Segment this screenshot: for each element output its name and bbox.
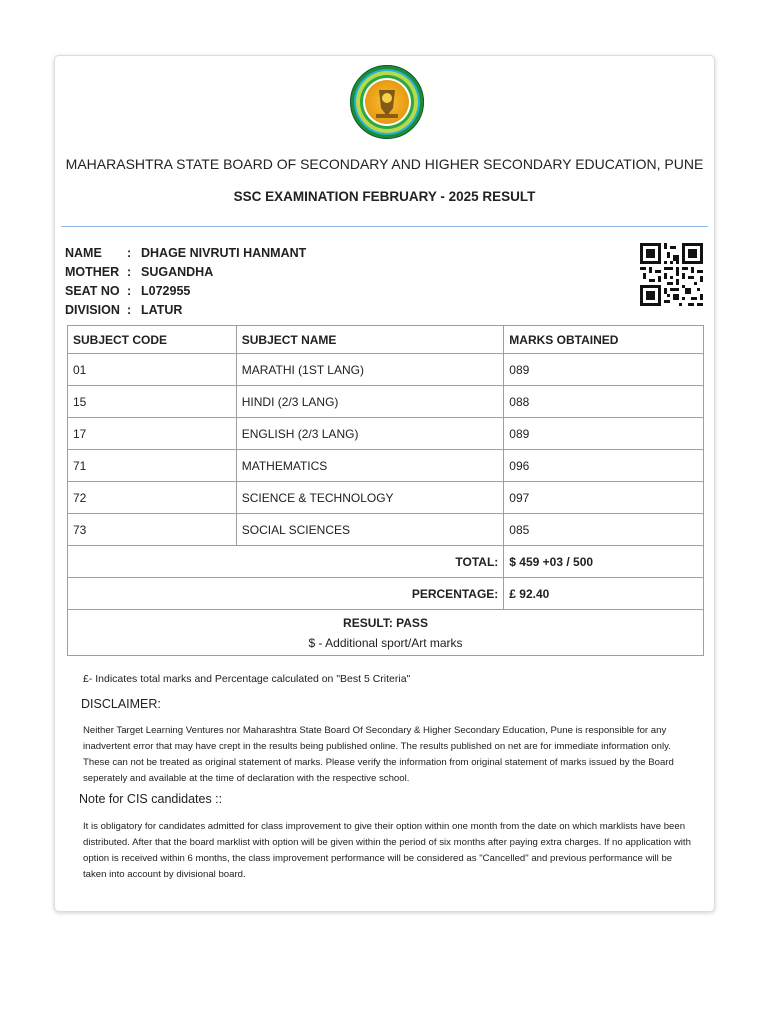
field-label: DIVISION (65, 303, 120, 317)
marks-obtained: 088 (504, 386, 704, 418)
marks-obtained: 089 (504, 354, 704, 386)
cis-heading: Note for CIS candidates :: (79, 792, 223, 806)
percentage-row (68, 578, 704, 610)
header-subject-name: SUBJECT NAME (236, 326, 504, 354)
header-divider (61, 226, 708, 227)
field-separator: : (127, 265, 132, 279)
marks-obtained: 089 (504, 418, 704, 450)
board-name: MAHARASHTRA STATE BOARD OF SECONDARY AND HIGHER SECONDARY EDUCATION, PUNE (65, 156, 704, 172)
subject-name: HINDI (2/3 LANG) (236, 386, 504, 418)
disclaimer-heading: DISCLAIMER: (81, 697, 161, 711)
subject-name: SOCIAL SCIENCES (236, 514, 504, 546)
table-row (68, 482, 704, 514)
subject-name: SCIENCE & TECHNOLOGY (236, 482, 504, 514)
additional-marks-note: $ - Additional sport/Art marks (308, 635, 463, 650)
subject-code: 71 (68, 450, 237, 482)
subject-code: 15 (68, 386, 237, 418)
division-row (65, 301, 306, 320)
student-name: DHAGE NIVRUTI HANMANT (141, 246, 307, 260)
marks-obtained: 085 (504, 514, 704, 546)
header-marks-obtained: MARKS OBTAINED (504, 326, 704, 354)
subject-code: 72 (68, 482, 237, 514)
table-row (68, 450, 704, 482)
result-status: RESULT: PASS (343, 615, 428, 630)
disclaimer-text: Neither Target Learning Ventures nor Maharashtra State Board Of Secondary & Higher Secondary Education, Pune is responsible for any inadvertent error that may have crept in the results being published online. The results published on net are for immediate information only. These can not be treated as original statement of marks. Please verify the information from original statement of marks issued by the Board seperately and available at the time of declaration with the respective school. (83, 725, 674, 784)
subject-code: 01 (68, 354, 237, 386)
field-separator: : (127, 284, 132, 298)
division: LATUR (141, 303, 183, 317)
subject-code: 73 (68, 514, 237, 546)
subject-name: MARATHI (1ST LANG) (236, 354, 504, 386)
header-subject-code: SUBJECT CODE (68, 326, 237, 354)
table-row (68, 514, 704, 546)
qr-code-icon (640, 243, 703, 306)
seat-number: L072955 (141, 284, 191, 298)
student-info (65, 244, 306, 320)
marks-table (67, 325, 704, 656)
result-row (68, 610, 704, 656)
field-label: MOTHER (65, 265, 120, 279)
board-seal-logo (349, 64, 425, 140)
subject-name: ENGLISH (2/3 LANG) (236, 418, 504, 450)
field-separator: : (127, 303, 132, 317)
table-row (68, 418, 704, 450)
table-row (68, 386, 704, 418)
seat-no-row (65, 282, 306, 301)
subject-name: MATHEMATICS (236, 450, 504, 482)
percentage-value: £ 92.40 (504, 578, 704, 610)
total-row (68, 546, 704, 578)
best-five-note: £- Indicates total marks and Percentage calculated on "Best 5 Criteria" (83, 673, 411, 685)
field-label: SEAT NO (65, 284, 120, 298)
mother-name-row (65, 263, 306, 282)
mother-name: SUGANDHA (141, 265, 214, 279)
subject-code: 17 (68, 418, 237, 450)
result-card (54, 55, 715, 912)
exam-title: SSC EXAMINATION FEBRUARY - 2025 RESULT (233, 189, 536, 204)
total-label: TOTAL: (68, 546, 504, 578)
marks-obtained: 097 (504, 482, 704, 514)
table-row (68, 354, 704, 386)
result-cell (68, 610, 704, 656)
marks-obtained: 096 (504, 450, 704, 482)
cis-text: It is obligatory for candidates admitted for class improvement to give their option within one month from the date on which marklists have been distributed. After that the board marklist with option will be given within the period of six months after paying extra charges. If no application with option is received within 6 months, the class improvement performance will be considered as "Cancelled" and previous performance will be taken into account by divisional board. (83, 821, 691, 880)
percentage-label: PERCENTAGE: (68, 578, 504, 610)
total-value: $ 459 +03 / 500 (504, 546, 704, 578)
field-label: NAME (65, 246, 102, 260)
table-header-row (68, 326, 704, 354)
student-name-row (65, 244, 306, 263)
field-separator: : (127, 246, 132, 260)
